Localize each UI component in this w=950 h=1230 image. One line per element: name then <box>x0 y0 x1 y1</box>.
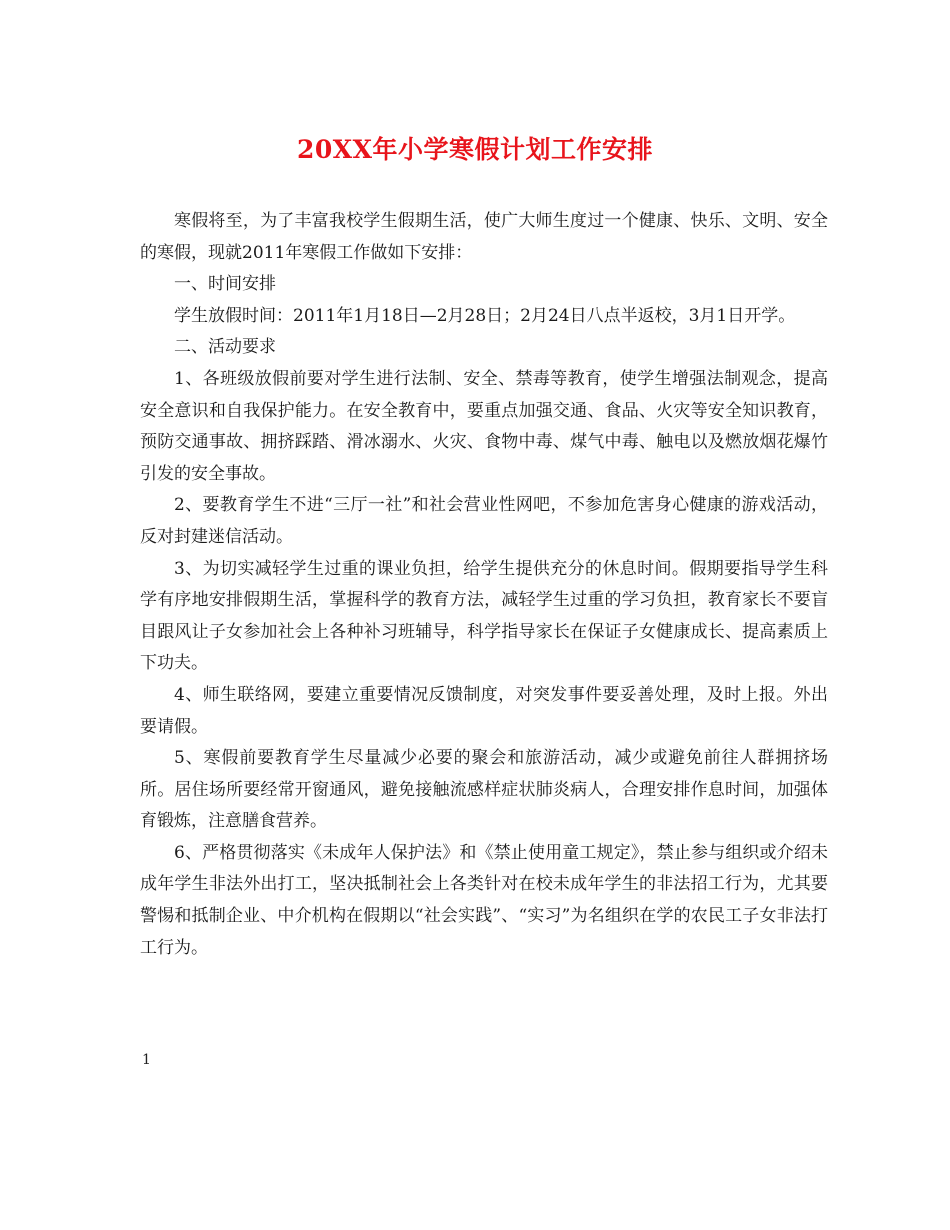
paragraph-intro: 寒假将至，为了丰富我校学生假期生活，使广大师生度过一个健康、快乐、文明、安全的寒假，现就2011年寒假工作做如下安排： <box>140 211 828 263</box>
page-number: 1 <box>142 1052 151 1068</box>
requirement-item-4: 4、师生联络网，要建立重要情况反馈制度，对突发事件要妥善处理，及时上报。外出要请假。 <box>140 684 828 737</box>
paragraph-schedule: 学生放假时间：2011年1月18日—2月28日；2月24日八点半返校，3月1日开学。 <box>174 305 796 326</box>
requirement-item-5: 5、寒假前要教育学生尽量减少必要的聚会和旅游活动，减少或避免前往人群拥挤场所。居住场所要经常开窗通风，避免接触流感样症状肺炎病人，合理安排作息时间，加强体育锻炼，注意膳食营养。 <box>140 748 828 832</box>
requirement-item-6: 6、严格贯彻落实《未成年人保护法》和《禁止使用童工规定》，禁止参与组织或介绍未成年学生非法外出打工，坚决抵制社会上各类针对在校未成年学生的非法招工行为，尤其要警惕和抵制企业、中介机构在假期以“社会实践”、“实习”为名组织在学的农民工子女非法打工行为。 <box>140 842 828 958</box>
requirement-item-1: 1、各班级放假前要对学生进行法制、安全、禁毒等教育，使学生增强法制观念，提高安全意识和自我保护能力。在安全教育中，要重点加强交通、食品、火灾等安全知识教育，预防交通事故、拥挤踩踏、滑冰溺水、火灾、食物中毒、煤气中毒、触电以及燃放烟花爆竹引发的安全事故。 <box>140 368 828 484</box>
section-heading-time: 一、时间安排 <box>174 274 276 295</box>
document-body <box>140 206 828 964</box>
requirement-item-3: 3、为切实减轻学生过重的课业负担，给学生提供充分的休息时间。假期要指导学生科学有序地安排假期生活，掌握科学的教育方法，减轻学生过重的学习负担，教育家长不要盲目跟风让子女参加社会上各种补习班辅导，科学指导家长在保证子女健康成长、提高素质上下功夫。 <box>140 558 828 674</box>
document-title: 20XX年小学寒假计划工作安排 <box>296 135 654 164</box>
requirement-item-2: 2、要教育学生不进“三厅一社”和社会营业性网吧，不参加危害身心健康的游戏活动，反对封建迷信活动。 <box>140 495 828 547</box>
section-heading-requirements: 二、活动要求 <box>174 337 276 358</box>
